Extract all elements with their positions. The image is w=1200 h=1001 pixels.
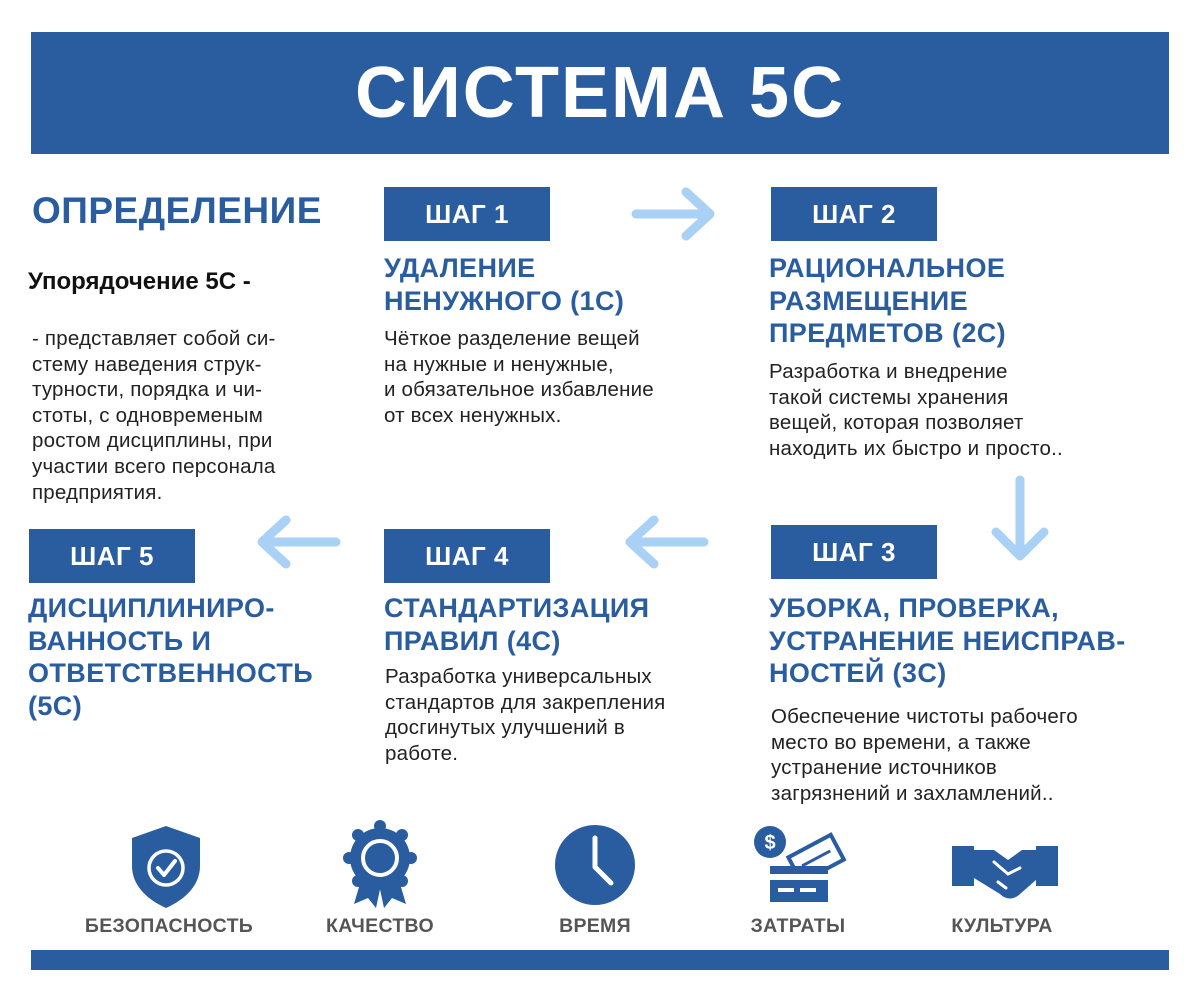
step-2-text: Разработка и внедрение такой системы хранения вещей, которая позволяет находить их быстро и просто.. bbox=[769, 360, 1063, 460]
step-3-text: Обеспечение чистоты рабочего место во времени, а также устранение источников загрязнений и захламлений.. bbox=[771, 705, 1078, 805]
arrow-right-icon bbox=[630, 184, 720, 244]
step-3-badge bbox=[771, 525, 937, 579]
arrow-down-icon bbox=[985, 474, 1055, 566]
step-2-badge bbox=[771, 187, 937, 241]
svg-text:$: $ bbox=[764, 832, 776, 854]
benefit-label-quality: КАЧЕСТВО bbox=[326, 915, 434, 937]
header-banner bbox=[31, 32, 1169, 154]
step-1-badge-label: ШАГ 1 bbox=[425, 198, 509, 229]
step-4-text: Разработка универсальных стандартов для закрепления досгинутых улучшений в работе. bbox=[385, 665, 666, 765]
footer-bar bbox=[31, 950, 1169, 970]
definition-subheading: Упорядочение 5С - bbox=[28, 268, 251, 295]
arrow-left-icon bbox=[252, 512, 342, 572]
benefit-label-time: ВРЕМЯ bbox=[559, 915, 631, 937]
money-cards-icon bbox=[748, 822, 848, 912]
award-badge-icon bbox=[330, 818, 430, 910]
benefit-label-safety: БЕЗОПАСНОСТЬ bbox=[84, 915, 254, 937]
step-4-badge-label: ШАГ 4 bbox=[425, 540, 509, 571]
step-1-text: Чёткое разделение вещей на нужные и ненужные, и обязательное избавление от всех ненужных. bbox=[384, 327, 654, 427]
definition-heading: ОПРЕДЕЛЕНИЕ bbox=[32, 190, 322, 231]
page-title: СИСТЕМА 5С bbox=[355, 53, 845, 133]
step-5-badge-label: ШАГ 5 bbox=[70, 540, 154, 571]
clock-icon bbox=[545, 820, 645, 910]
arrow-left-icon bbox=[620, 512, 710, 572]
step-4-badge bbox=[384, 529, 550, 583]
benefit-label-culture: КУЛЬТУРА bbox=[951, 915, 1053, 937]
step-1-title: УДАЛЕНИЕ НЕНУЖНОГО (1С) bbox=[384, 253, 625, 316]
step-3-title: УБОРКА, ПРОВЕРКА, УСТРАНЕНИЕ НЕИСПРАВ- НОСТЕЙ (3С) bbox=[769, 593, 1126, 688]
step-4-title: СТАНДАРТИЗАЦИЯ ПРАВИЛ (4С) bbox=[384, 593, 650, 656]
benefit-label-costs: ЗАТРАТЫ bbox=[750, 915, 846, 937]
step-2-badge-label: ШАГ 2 bbox=[812, 198, 896, 229]
step-5-title: ДИСЦИПЛИНИРО- ВАННОСТЬ И ОТВЕТСТВЕННОСТЬ (5С) bbox=[28, 593, 314, 721]
step-5-badge bbox=[29, 529, 195, 583]
step-3-badge-label: ШАГ 3 bbox=[812, 536, 896, 567]
shield-check-icon bbox=[116, 820, 216, 910]
definition-text: - представляет собой си- стему наведения струк- турности, порядка и чи- стоты, с одновременым ростом дисциплины, при участии всего персонала предприятия. bbox=[32, 327, 276, 504]
step-1-badge bbox=[384, 187, 550, 241]
handshake-icon bbox=[950, 828, 1060, 908]
step-2-title: РАЦИОНАЛЬНОЕ РАЗМЕЩЕНИЕ ПРЕДМЕТОВ (2С) bbox=[769, 253, 1007, 348]
